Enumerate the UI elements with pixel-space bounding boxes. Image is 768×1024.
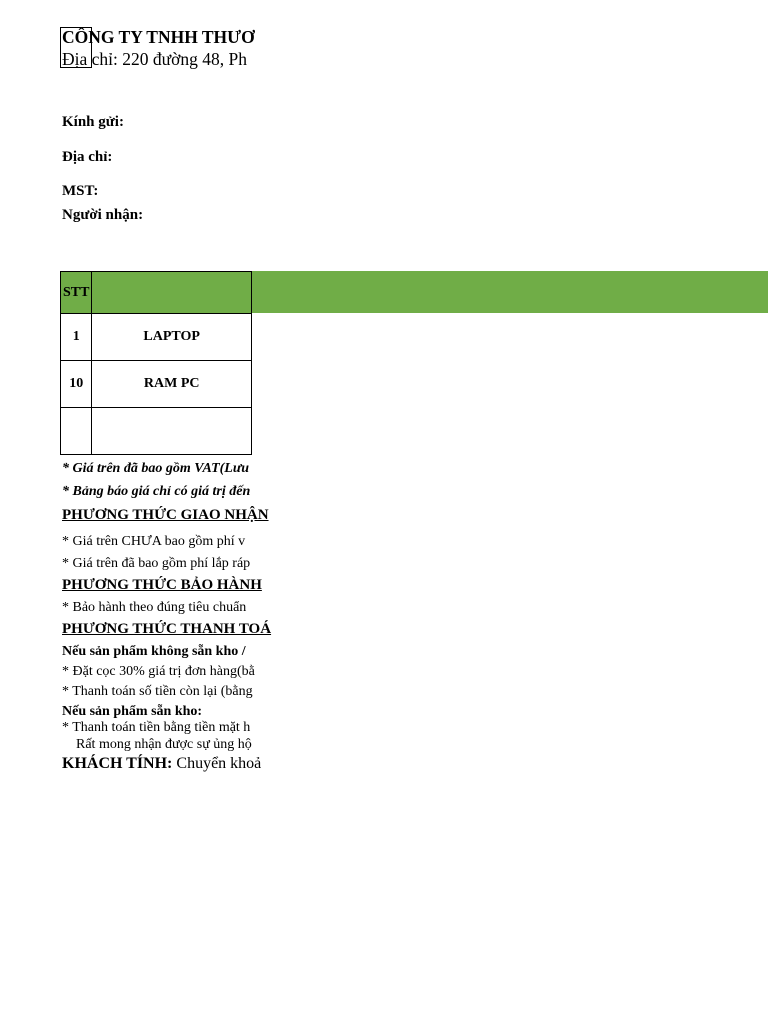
row-stt[interactable]: 1	[61, 314, 92, 361]
validity-note: * Bảng báo giá chỉ có giá trị đến	[62, 484, 251, 499]
not-in-stock-label: Nếu sản phẩm không sẵn kho /	[62, 644, 246, 659]
customer-payment-text: Chuyển khoả	[172, 755, 262, 772]
sheet-visible-area	[0, 0, 272, 1024]
delivery-heading: PHƯƠNG THỨC GIAO NHẬN	[62, 507, 269, 523]
deposit-line: * Đặt cọc 30% giá trị đơn hàng(bằ	[62, 664, 255, 679]
table-row	[61, 361, 252, 408]
closing-line: Rất mong nhận được sự ủng hộ	[76, 737, 252, 752]
payment-heading: PHƯƠNG THỨC THANH TOÁ	[62, 621, 272, 637]
header-stt: STT	[61, 272, 92, 314]
receiver-label: Người nhận:	[62, 207, 144, 223]
remaining-payment-line: * Thanh toán số tiền còn lại (bằng	[62, 684, 253, 699]
warranty-heading: PHƯƠNG THỨC BẢO HÀNH	[62, 577, 262, 593]
company-name: CÔNG TY TNHH THƯƠ	[62, 27, 255, 47]
warranty-line-1: * Bảo hành theo đúng tiêu chuẩn	[62, 600, 247, 615]
row-product[interactable]: RAM PC	[92, 361, 252, 408]
recipient-label: Kính gửi:	[62, 114, 124, 130]
cash-payment-line: * Thanh toán tiền bằng tiền mặt h	[62, 720, 251, 735]
table-header-band	[252, 271, 768, 313]
row-product[interactable]: LAPTOP	[92, 314, 252, 361]
customer-payment-line	[62, 755, 261, 773]
recipient-address-label: Địa chỉ:	[62, 149, 113, 165]
table-row	[61, 408, 252, 455]
row-stt[interactable]	[61, 408, 92, 455]
delivery-line-1: * Giá trên CHƯA bao gồm phí v	[62, 534, 246, 549]
row-stt[interactable]: 10	[61, 361, 92, 408]
row-product[interactable]	[92, 408, 252, 455]
table-header-row	[61, 272, 252, 314]
customer-label: KHÁCH TÍNH:	[62, 755, 173, 772]
vat-note: * Giá trên đã bao gồm VAT(Lưu	[62, 461, 250, 476]
in-stock-label: Nếu sản phẩm sẵn kho:	[62, 704, 203, 719]
quote-table	[60, 271, 252, 455]
header-product	[92, 272, 252, 314]
table-row	[61, 314, 252, 361]
company-address: Địa chỉ: 220 đường 48, Ph	[62, 49, 247, 69]
tax-code-label: MST:	[62, 183, 99, 199]
delivery-line-2: * Giá trên đã bao gồm phí lắp ráp	[62, 556, 251, 571]
